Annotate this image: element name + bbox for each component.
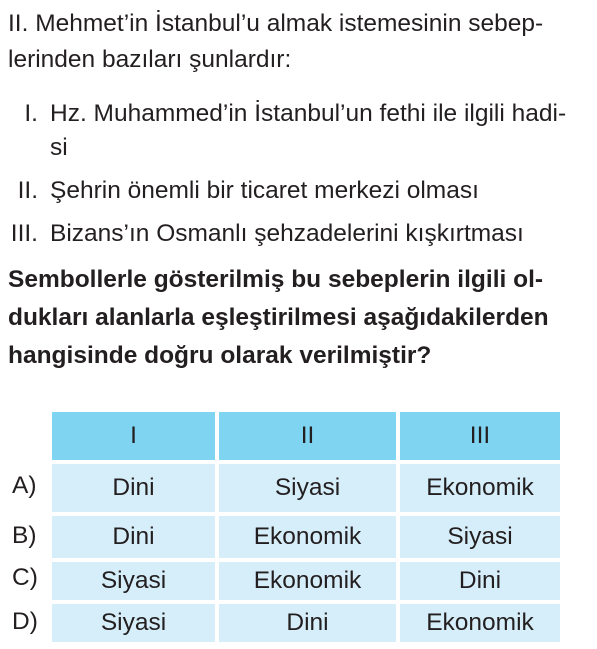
reason-text-continued: si bbox=[50, 134, 68, 161]
reason-item-1 bbox=[0, 100, 597, 164]
table-row-b[interactable] bbox=[52, 516, 560, 558]
reason-text: Hz. Muhammed’in İstanbul’un fethi ile ilgili hadi- bbox=[50, 100, 567, 127]
table-cell: Dini bbox=[400, 562, 560, 600]
question-line-3: hangisinde doğru olarak verilmiştir? bbox=[8, 342, 432, 369]
reason-number: I. bbox=[24, 100, 38, 127]
reason-number: II. bbox=[17, 177, 38, 204]
table-cell: Dini bbox=[52, 516, 215, 558]
intro-line-1: II. Mehmet’in İstanbul’u almak istemesinin sebep- bbox=[8, 10, 544, 37]
header-cell-i: I bbox=[52, 412, 215, 460]
table-cell: Ekonomik bbox=[219, 562, 396, 600]
table-cell: Ekonomik bbox=[219, 516, 396, 558]
reason-item-2 bbox=[0, 177, 597, 207]
reason-text: Şehrin önemli bir ticaret merkezi olması bbox=[50, 177, 479, 204]
table-row-a[interactable] bbox=[52, 464, 560, 512]
reason-number: III. bbox=[10, 220, 38, 247]
table-cell: Siyasi bbox=[400, 516, 560, 558]
question-line-2: dukları alanlarla eşleştirilmesi aşağıdakilerden bbox=[8, 304, 549, 331]
option-label-a[interactable]: A) bbox=[12, 472, 37, 499]
header-cell-iii: III bbox=[400, 412, 560, 460]
header-cell-ii: II bbox=[219, 412, 396, 460]
table-cell: Dini bbox=[219, 604, 396, 642]
table-cell: Siyasi bbox=[219, 464, 396, 512]
reason-item-3 bbox=[0, 220, 597, 250]
reason-text: Bizans’ın Osmanlı şehzadelerini kışkırtması bbox=[50, 220, 524, 247]
table-cell: Siyasi bbox=[52, 562, 215, 600]
table-row-c[interactable] bbox=[52, 562, 560, 600]
answer-table bbox=[52, 412, 560, 646]
table-cell: Ekonomik bbox=[400, 464, 560, 512]
table-cell: Dini bbox=[52, 464, 215, 512]
question-line-1: Sembollerle gösterilmiş bu sebeplerin ilgili ol- bbox=[8, 266, 544, 293]
table-row-d[interactable] bbox=[52, 604, 560, 642]
table-cell: Siyasi bbox=[52, 604, 215, 642]
table-header-row bbox=[52, 412, 560, 460]
option-label-b[interactable]: B) bbox=[12, 522, 37, 549]
option-label-c[interactable]: C) bbox=[12, 564, 38, 591]
intro-line-2: lerinden bazıları şunlardır: bbox=[8, 46, 292, 73]
option-label-d[interactable]: D) bbox=[12, 608, 38, 635]
table-cell: Ekonomik bbox=[400, 604, 560, 642]
